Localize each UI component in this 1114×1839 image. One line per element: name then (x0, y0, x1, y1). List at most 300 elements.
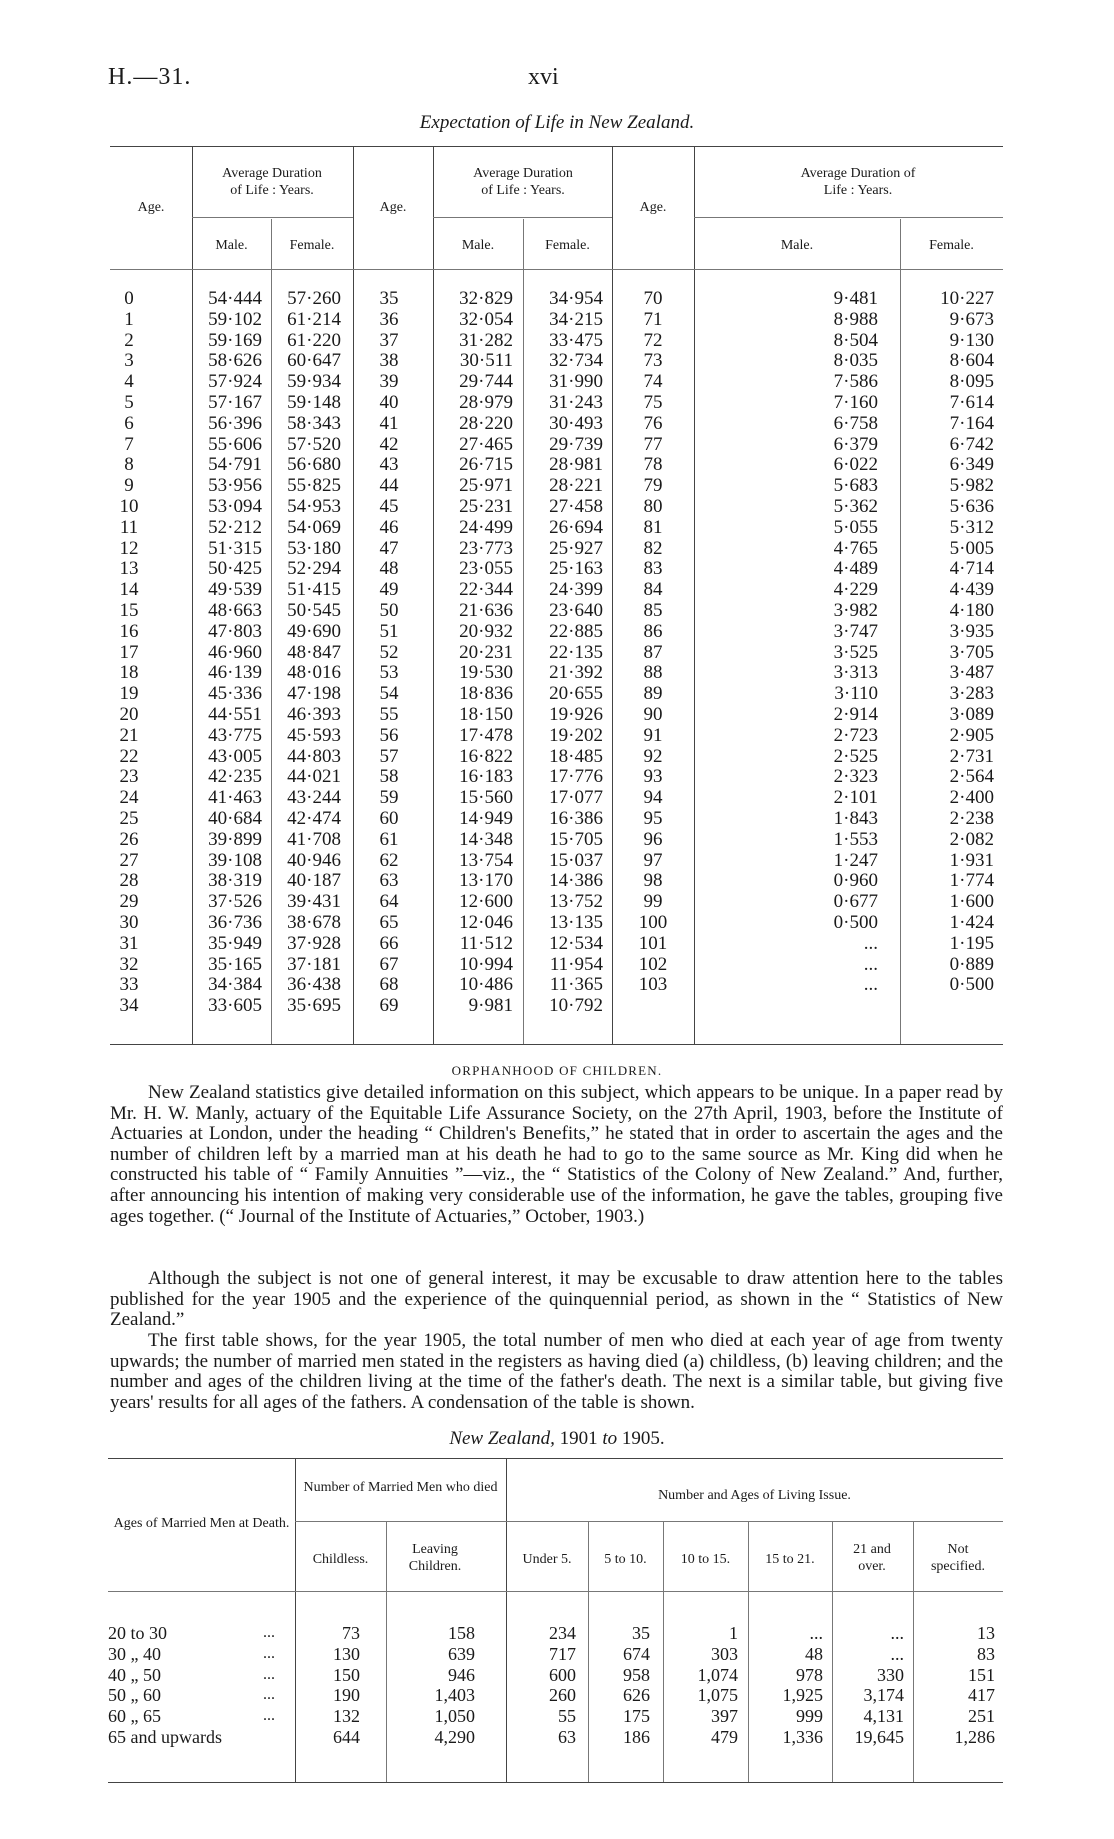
table-cell: 6·379 (833, 433, 878, 455)
table-cell: 3·283 (949, 683, 994, 705)
table-cell: 3·313 (833, 662, 878, 684)
female-column (271, 289, 341, 1017)
table-cell: 17·776 (549, 766, 603, 788)
table-cell: 45·336 (208, 683, 262, 705)
table-cell: 95 (643, 807, 663, 829)
table-cell: 8·604 (949, 350, 994, 372)
table-cell: 56 (379, 724, 399, 746)
header-average-duration: Average Duration of Life : Years. (222, 166, 322, 198)
header-age: Age. (137, 200, 165, 215)
leader-dots-entry: ... (263, 1624, 275, 1641)
table-cell: 39·431 (287, 891, 341, 913)
table-cell: 32·054 (459, 308, 513, 330)
table-cell: 44·021 (287, 766, 341, 788)
table-cell: 37·928 (287, 932, 341, 954)
table-cell: 23·773 (459, 537, 513, 559)
table-cell: 38·678 (287, 911, 341, 933)
table-cell: 1,925 (782, 1685, 823, 1706)
orphan-table-caption (0, 1428, 1114, 1450)
header-21-and-over: 21 and over. (853, 1542, 891, 1574)
table-cell: 59·148 (287, 391, 341, 413)
table-cell: 30 „ 40 (108, 1643, 161, 1664)
table-cell: 48·663 (208, 599, 262, 621)
table-cell: 67 (379, 953, 399, 975)
table-cell: 6·742 (949, 433, 994, 455)
table-cell: 25·971 (459, 475, 513, 497)
table-cell: 41 (379, 412, 399, 434)
table-cell: 13·170 (459, 870, 513, 892)
table-cell: 2·731 (949, 745, 994, 767)
table-cell: 53·956 (208, 475, 262, 497)
table-cell: 33·605 (208, 995, 262, 1017)
table-cell: 54·069 (287, 516, 341, 538)
table-cell: 7·614 (949, 391, 994, 413)
table-cell: 717 (549, 1643, 576, 1664)
divider (192, 217, 353, 218)
header-male: Male. (461, 238, 495, 253)
age-column (110, 289, 148, 1017)
table-cell: 5·636 (949, 495, 994, 517)
table-cell: 3·935 (949, 620, 994, 642)
table-cell: 38 (379, 350, 399, 372)
table-cell: 34·215 (549, 308, 603, 330)
header-ages-at-death: Ages of Married Men at Death. (113, 1516, 290, 1531)
table-cell: 35 (379, 288, 399, 309)
table-cell: 63 (558, 1726, 576, 1747)
section-title: ORPHANHOOD OF CHILDREN. (451, 1063, 663, 1078)
table-cell: 10 (119, 495, 139, 517)
table-cell: 330 (877, 1664, 904, 1685)
table-cell: 22·135 (549, 641, 603, 663)
table-cell: 35 (632, 1623, 650, 1643)
table-cell: 20·655 (549, 683, 603, 705)
table-cell: 3 (124, 350, 134, 372)
table-cell: 190 (333, 1685, 360, 1706)
table-cell: 79 (643, 475, 663, 497)
table-cell: 0·677 (833, 891, 878, 913)
table-cell: 31·243 (549, 391, 603, 413)
table-cell: 77 (643, 433, 663, 455)
table-cell: 57·167 (208, 391, 262, 413)
table-cell: 103 (638, 974, 668, 996)
table-cell: 57·924 (208, 371, 262, 393)
leader-dots-entry: ... (263, 1665, 275, 1683)
header-leaving-children: Leaving Children. (408, 1542, 462, 1574)
table-cell: 1,336 (782, 1726, 823, 1747)
header-average-duration: Average Duration of Life : Years. (473, 166, 573, 198)
header-childless: Childless. (312, 1552, 369, 1567)
life-table-caption: Expectation of Life in New Zealand. (419, 112, 695, 133)
table-cell: 15·705 (549, 828, 603, 850)
table-cell: 3·747 (833, 620, 878, 642)
table-cell: 4,290 (434, 1726, 475, 1747)
table-cell: 151 (968, 1664, 995, 1685)
table-cell: 51·315 (208, 537, 262, 559)
paragraph-text: Although the subject is not one of general interest, it may be excusable to draw attention here to the tables published for the year 1905 and the experience of the quinquennial period, as shown in the “ Statistics of New Zealand.” (110, 1268, 1003, 1331)
table-cell: 13 (119, 558, 139, 580)
table-cell: 88 (643, 662, 663, 684)
table-cell: 72 (643, 329, 663, 351)
table-cell: 17·077 (549, 787, 603, 809)
table-cell: 64 (379, 891, 399, 913)
header-average-duration: Average Duration of Life : Years. (800, 166, 916, 198)
table-cell: 46·393 (287, 703, 341, 725)
table-cell: 6·758 (833, 412, 878, 434)
table-cell: 9·481 (833, 288, 878, 309)
table-cell: 83 (977, 1643, 995, 1664)
age-group-column (108, 1623, 258, 1748)
header-10-to-15: 10 to 15. (680, 1552, 731, 1567)
caption-to-word: to (602, 1428, 618, 1449)
table-cell: 1·600 (949, 891, 994, 913)
table-cell: 17 (119, 641, 139, 663)
table-cell: 397 (711, 1706, 738, 1727)
table-cell: 2·082 (949, 828, 994, 850)
table-cell: 9·981 (468, 995, 513, 1017)
table-cell: 3·089 (949, 703, 994, 725)
table-cell: 30·493 (549, 412, 603, 434)
table-cell: 417 (968, 1685, 995, 1706)
table-cell: 39·899 (208, 828, 262, 850)
table-cell: 57 (379, 745, 399, 767)
caption-place: New Zealand, (449, 1428, 555, 1449)
table-cell: 8 (124, 454, 134, 476)
table-cell: 20·231 (459, 641, 513, 663)
table-cell: 99 (643, 891, 663, 913)
table-cell: 36 (379, 308, 399, 330)
table-cell: 2·525 (833, 745, 878, 767)
table-cell: 4·765 (833, 537, 878, 559)
table-cell: 41·463 (208, 787, 262, 809)
table-cell: 21·636 (459, 599, 513, 621)
table-cell: 53 (379, 662, 399, 684)
table-cell: 29 (119, 891, 139, 913)
leader-dots-entry: ... (263, 1644, 275, 1662)
table-cell: 4·439 (949, 579, 994, 601)
table-cell: 78 (643, 454, 663, 476)
table-cell: 31 (119, 932, 139, 954)
table-cell: 946 (448, 1664, 475, 1685)
table-cell: 1 (124, 308, 134, 330)
table-cell: 4·714 (949, 558, 994, 580)
table-cell: 50·545 (287, 599, 341, 621)
female-column (900, 289, 994, 996)
paragraph (110, 1083, 1003, 1227)
table-cell: 251 (968, 1706, 995, 1727)
table-cell: 23·640 (549, 599, 603, 621)
table-cell: 303 (711, 1643, 738, 1664)
leader-dots-entry: ... (263, 1686, 275, 1704)
table-cell: 15·560 (459, 787, 513, 809)
table-cell: 81 (643, 516, 663, 538)
table-cell: 66 (379, 932, 399, 954)
table-cell: 39 (379, 371, 399, 393)
table-cell: 1,074 (697, 1664, 738, 1685)
table-cell: 86 (643, 620, 663, 642)
table-cell: 40·187 (287, 870, 341, 892)
table-cell: 50 „ 60 (108, 1685, 161, 1706)
table-cell: ... (863, 974, 878, 996)
table-cell: 10·227 (940, 288, 994, 309)
table-cell: 46·139 (208, 662, 262, 684)
table-cell: 4·229 (833, 579, 878, 601)
table-cell: 55·825 (287, 475, 341, 497)
table-cell: ... (890, 1623, 904, 1643)
table-cell: 20 (119, 703, 139, 725)
table-cell: 158 (448, 1623, 475, 1643)
table-cell: 1·931 (949, 849, 994, 871)
header-female: Female. (545, 238, 590, 253)
divider (108, 1591, 1003, 1592)
age-column (612, 289, 694, 996)
table-cell: 42·474 (287, 807, 341, 829)
table-cell: 49·539 (208, 579, 262, 601)
table-cell: 0·500 (949, 974, 994, 996)
table-cell: 40 (379, 391, 399, 413)
table-cell: 59 (379, 787, 399, 809)
table-cell: 37·181 (287, 953, 341, 975)
table-cell: 60 „ 65 (108, 1706, 161, 1727)
table-cell: 7 (124, 433, 134, 455)
under-5-column (506, 1623, 576, 1748)
table-cell: 27 (119, 849, 139, 871)
header-15-to-21: 15 to 21. (765, 1552, 815, 1567)
table-cell: ... (890, 1643, 904, 1664)
table-cell: 9 (124, 475, 134, 497)
table-cell: 10·486 (459, 974, 513, 996)
table-cell: 47·198 (287, 683, 341, 705)
male-column (192, 289, 262, 1017)
table-cell: 22·885 (549, 620, 603, 642)
table-cell: 52·212 (208, 516, 262, 538)
table-cell: 101 (638, 932, 668, 954)
table-cell: 83 (643, 558, 663, 580)
10-to-15-column (663, 1623, 738, 1748)
21-and-over-column (832, 1623, 904, 1748)
female-column (523, 289, 603, 1017)
table-cell: 13·752 (549, 891, 603, 913)
table-cell: 19,645 (854, 1726, 904, 1747)
table-cell: 1 (729, 1623, 738, 1643)
table-cell: 639 (448, 1643, 475, 1664)
table-cell: 60 (379, 807, 399, 829)
table-cell: 34 (119, 995, 139, 1017)
table-cell: 38·319 (208, 870, 262, 892)
table-cell: 51 (379, 620, 399, 642)
table-cell: 12·046 (459, 911, 513, 933)
table-cell: 5·312 (949, 516, 994, 538)
table-cell: 53·180 (287, 537, 341, 559)
table-cell: 40 „ 50 (108, 1664, 161, 1685)
table-cell: 24 (119, 787, 139, 809)
table-cell: 130 (333, 1643, 360, 1664)
table-cell: 40·946 (287, 849, 341, 871)
table-cell: 5·683 (833, 475, 878, 497)
table-cell: 48·016 (287, 662, 341, 684)
table-cell: 50·425 (208, 558, 262, 580)
table-cell: 73 (342, 1623, 360, 1643)
table-cell: 32 (119, 953, 139, 975)
table-cell: 43 (379, 454, 399, 476)
table-cell: 8·095 (949, 371, 994, 393)
table-cell: 32·829 (459, 288, 513, 309)
table-cell: 234 (549, 1623, 576, 1643)
table-cell: 44·803 (287, 745, 341, 767)
table-cell: 89 (643, 683, 663, 705)
childless-column (295, 1623, 360, 1748)
table-cell: 40·684 (208, 807, 262, 829)
table-cell: 4·180 (949, 599, 994, 621)
table-cell: 25 (119, 807, 139, 829)
table-cell: 17·478 (459, 724, 513, 746)
table-cell: 34·954 (549, 288, 603, 309)
table-cell: 21 (119, 724, 139, 746)
table-cell: 57·260 (287, 288, 341, 309)
table-cell: 19·202 (549, 724, 603, 746)
table-cell: 26 (119, 828, 139, 850)
table-cell: 3·487 (949, 662, 994, 684)
table-cell: 12·600 (459, 891, 513, 913)
table-cell: 68 (379, 974, 399, 996)
caption-to: 1905. (621, 1428, 665, 1449)
table-cell: 26·694 (549, 516, 603, 538)
table-cell: 4 (124, 371, 134, 393)
table-cell: 73 (643, 350, 663, 372)
table-cell: 57·520 (287, 433, 341, 455)
table-cell: 42 (379, 433, 399, 455)
table-cell: 52 (379, 641, 399, 663)
table-cell: 260 (549, 1685, 576, 1706)
table-cell: 25·927 (549, 537, 603, 559)
table-cell: 25·163 (549, 558, 603, 580)
table-cell: 7·586 (833, 371, 878, 393)
table-cell: 29·744 (459, 371, 513, 393)
table-cell: 18·485 (549, 745, 603, 767)
table-cell: 7·160 (833, 391, 878, 413)
table-cell: 49·690 (287, 620, 341, 642)
table-cell: 1·195 (949, 932, 994, 954)
table-cell: 27·465 (459, 433, 513, 455)
table-cell: 44·551 (208, 703, 262, 725)
table-cell: 44 (379, 475, 399, 497)
table-cell: 10·994 (459, 953, 513, 975)
table-cell: 12 (119, 537, 139, 559)
table-cell: 1,075 (697, 1685, 738, 1706)
table-cell: 175 (623, 1706, 650, 1727)
table-cell: 92 (643, 745, 663, 767)
table-cell: 150 (333, 1664, 360, 1685)
table-cell: 41·708 (287, 828, 341, 850)
document-reference: H.—31. (108, 64, 192, 90)
table-cell: 61 (379, 828, 399, 850)
table-cell: 13·135 (549, 911, 603, 933)
table-cell: 25·231 (459, 495, 513, 517)
table-cell: 96 (643, 828, 663, 850)
table-cell: 4,131 (863, 1706, 904, 1727)
table-cell: 16 (119, 620, 139, 642)
table-cell: 0 (124, 288, 134, 309)
table-cell: 43·244 (287, 787, 341, 809)
table-cell: 52·294 (287, 558, 341, 580)
table-cell: 14·949 (459, 807, 513, 829)
orphanhood-table (108, 1458, 1003, 1783)
table-cell: 35·949 (208, 932, 262, 954)
table-cell: 55·606 (208, 433, 262, 455)
table-cell: 85 (643, 599, 663, 621)
table-cell: 16·183 (459, 766, 513, 788)
table-cell: 2·564 (949, 766, 994, 788)
table-cell: 26·715 (459, 454, 513, 476)
table-cell: 58 (379, 766, 399, 788)
header-under-5: Under 5. (522, 1552, 572, 1567)
table-cell: 28·979 (459, 391, 513, 413)
table-cell: 76 (643, 412, 663, 434)
table-cell: 11·954 (549, 953, 603, 975)
table-cell: 644 (333, 1726, 360, 1747)
table-cell: 1·553 (833, 828, 878, 850)
table-cell: 2·905 (949, 724, 994, 746)
table-cell: 36·438 (287, 974, 341, 996)
table-cell: 36·736 (208, 911, 262, 933)
table-cell: 14 (119, 579, 139, 601)
table-cell: 16·822 (459, 745, 513, 767)
table-cell: 102 (638, 953, 668, 975)
table-cell: 479 (711, 1726, 738, 1747)
table-cell: 13·754 (459, 849, 513, 871)
table-cell: 2 (124, 329, 134, 351)
divider (694, 217, 1003, 218)
table-cell: 71 (643, 308, 663, 330)
header-5-to-10: 5 to 10. (604, 1552, 647, 1567)
table-cell: 12·534 (549, 932, 603, 954)
table-cell: 24·499 (459, 516, 513, 538)
table-cell: 2·101 (833, 787, 878, 809)
table-cell: 1,286 (954, 1726, 995, 1747)
table-cell: 11·512 (459, 932, 513, 954)
table-cell: 93 (643, 766, 663, 788)
table-cell: 55 (558, 1706, 576, 1727)
table-cell: 49 (379, 579, 399, 601)
table-cell: 33·475 (549, 329, 603, 351)
not-specified-column (913, 1623, 995, 1748)
table-cell: 10·792 (549, 995, 603, 1017)
table-cell: 47 (379, 537, 399, 559)
table-cell: 45 (379, 495, 399, 517)
header-married-men: Number of Married Men who died (303, 1480, 498, 1495)
paragraph (110, 1269, 1003, 1331)
table-cell: 37 (379, 329, 399, 351)
table-cell: 5·362 (833, 495, 878, 517)
table-cell: 9·130 (949, 329, 994, 351)
table-cell: 1·247 (833, 849, 878, 871)
table-cell: 62 (379, 849, 399, 871)
table-cell: 23 (119, 766, 139, 788)
table-cell: 7·164 (949, 412, 994, 434)
table-cell: 61·220 (287, 329, 341, 351)
table-cell: 3·525 (833, 641, 878, 663)
table-cell: 600 (549, 1664, 576, 1685)
table-cell: 80 (643, 495, 663, 517)
header-female: Female. (929, 238, 974, 253)
table-cell: 978 (796, 1664, 823, 1685)
header-age: Age. (379, 200, 407, 215)
header-male: Male. (780, 238, 814, 253)
table-cell: 45·593 (287, 724, 341, 746)
table-cell: 2·723 (833, 724, 878, 746)
table-cell: 1·843 (833, 807, 878, 829)
table-cell: 100 (638, 911, 668, 933)
paragraph (110, 1331, 1003, 1413)
